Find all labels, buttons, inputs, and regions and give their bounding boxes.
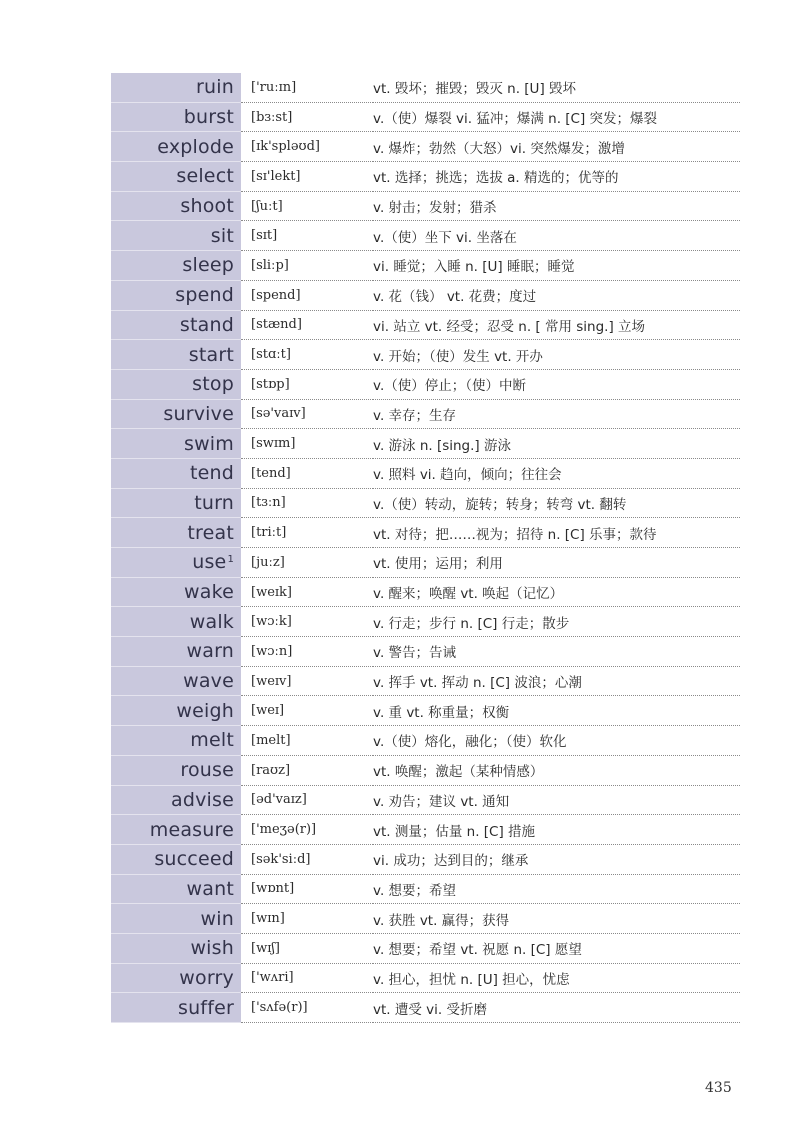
- vocab-phonetic: [ɪk'spləʊd]: [241, 132, 373, 162]
- vocab-word-text: measure: [149, 818, 234, 841]
- vocab-definition: v. 劝告；建议 vt. 通知: [373, 786, 740, 816]
- vocab-word: [111, 667, 241, 697]
- vocab-word: [111, 73, 241, 103]
- vocab-word-text: turn: [194, 491, 234, 514]
- vocab-word-text: swim: [183, 432, 234, 455]
- vocab-row: [111, 311, 740, 341]
- vocab-word-text: worry: [179, 966, 234, 989]
- vocab-phonetic: ['wʌri]: [241, 964, 373, 994]
- vocab-word: [111, 132, 241, 162]
- vocab-word: [111, 934, 241, 964]
- vocab-phonetic: [melt]: [241, 726, 373, 756]
- vocab-phonetic: [weɪk]: [241, 578, 373, 608]
- vocab-word-text: explode: [157, 135, 234, 158]
- vocab-word: [111, 429, 241, 459]
- vocab-row: [111, 964, 740, 994]
- vocab-definition: v. 游泳 n. [sing.] 游泳: [373, 429, 740, 459]
- vocab-phonetic: [stɒp]: [241, 370, 373, 400]
- vocab-definition: v. 醒来；唤醒 vt. 唤起（记忆）: [373, 578, 740, 608]
- vocab-phonetic: [spend]: [241, 281, 373, 311]
- vocab-word: [111, 400, 241, 430]
- vocab-row: [111, 281, 740, 311]
- vocab-word-text: want: [186, 877, 234, 900]
- vocab-definition: vt. 使用；运用；利用: [373, 548, 740, 578]
- vocab-word-text: tend: [189, 462, 234, 485]
- vocab-word-text: spend: [175, 284, 234, 307]
- vocab-phonetic: ['meʒə(r)]: [241, 815, 373, 845]
- vocab-definition: vi. 成功；达到目的；继承: [373, 845, 740, 875]
- vocab-definition: vt. 选择；挑选；选拔 a. 精选的；优等的: [373, 162, 740, 192]
- vocab-row: [111, 489, 740, 519]
- vocab-row: [111, 370, 740, 400]
- vocab-phonetic: [tɜːn]: [241, 489, 373, 519]
- vocab-word: [111, 221, 241, 251]
- vocab-word: [111, 815, 241, 845]
- vocab-phonetic: [wɪn]: [241, 904, 373, 934]
- vocab-word: [111, 459, 241, 489]
- vocab-word-text: survive: [163, 402, 234, 425]
- vocab-definition: v. 照料 vi. 趋向，倾向；往往会: [373, 459, 740, 489]
- vocab-row: [111, 518, 740, 548]
- vocab-row: [111, 340, 740, 370]
- vocab-phonetic: [wɪʃ]: [241, 934, 373, 964]
- vocab-definition: v. 担心，担忧 n. [U] 担心，忧虑: [373, 964, 740, 994]
- vocab-phonetic: [sə'vaɪv]: [241, 400, 373, 430]
- vocab-definition: v.（使）停止；（使）中断: [373, 370, 740, 400]
- vocab-definition: v. 获胜 vt. 赢得；获得: [373, 904, 740, 934]
- vocab-word-text: rouse: [180, 759, 234, 782]
- vocab-row: [111, 904, 740, 934]
- vocab-word-text: wave: [183, 670, 234, 693]
- vocab-word-superscript: 1: [227, 553, 234, 565]
- vocab-definition: v.（使）爆裂 vi. 猛冲；爆满 n. [C] 突发；爆裂: [373, 103, 740, 133]
- vocab-row: [111, 786, 740, 816]
- vocab-word-text: warn: [186, 640, 234, 663]
- vocab-word-text: start: [188, 343, 234, 366]
- vocab-phonetic: [wɔːn]: [241, 637, 373, 667]
- vocab-phonetic: [tend]: [241, 459, 373, 489]
- vocab-word-text: suffer: [177, 996, 234, 1019]
- vocab-definition: vt. 测量；估量 n. [C] 措施: [373, 815, 740, 845]
- vocab-row: [111, 934, 740, 964]
- vocab-row: [111, 578, 740, 608]
- vocab-word: [111, 993, 241, 1023]
- vocab-word-text: ruin: [196, 76, 234, 99]
- vocab-definition: vt. 对待；把……视为；招待 n. [C] 乐事；款待: [373, 518, 740, 548]
- vocab-row: [111, 459, 740, 489]
- vocab-word-text: melt: [190, 729, 234, 752]
- vocab-word: [111, 548, 241, 578]
- vocab-row: [111, 548, 740, 578]
- page-number: 435: [705, 1080, 732, 1096]
- vocab-row: [111, 429, 740, 459]
- vocab-row: [111, 637, 740, 667]
- vocab-definition: v. 花（钱） vt. 花费；度过: [373, 281, 740, 311]
- vocab-definition: v. 重 vt. 称重量；权衡: [373, 696, 740, 726]
- vocab-word-text: succeed: [154, 848, 234, 871]
- vocab-word: [111, 845, 241, 875]
- vocab-row: [111, 103, 740, 133]
- vocab-word: [111, 578, 241, 608]
- vocab-word: [111, 637, 241, 667]
- vocab-row: [111, 221, 740, 251]
- vocab-row: [111, 251, 740, 281]
- vocab-phonetic: [raʊz]: [241, 756, 373, 786]
- vocab-definition: vt. 唤醒；激起（某种情感）: [373, 756, 740, 786]
- vocab-word: [111, 103, 241, 133]
- vocab-definition: v. 幸存；生存: [373, 400, 740, 430]
- vocab-row: [111, 132, 740, 162]
- vocab-definition: vi. 睡觉；入睡 n. [U] 睡眠；睡觉: [373, 251, 740, 281]
- vocab-word-text: stand: [179, 313, 234, 336]
- vocab-row: [111, 845, 740, 875]
- vocab-phonetic: [wɔːk]: [241, 607, 373, 637]
- vocab-row: [111, 73, 740, 103]
- vocabulary-table: [111, 73, 740, 1023]
- vocab-phonetic: [stænd]: [241, 311, 373, 341]
- vocab-phonetic: [əd'vaɪz]: [241, 786, 373, 816]
- vocab-row: [111, 162, 740, 192]
- vocab-definition: vt. 遭受 vi. 受折磨: [373, 993, 740, 1023]
- vocab-row: [111, 815, 740, 845]
- vocab-word: [111, 311, 241, 341]
- vocab-word: [111, 726, 241, 756]
- vocab-word-text: wish: [190, 937, 234, 960]
- vocab-definition: v. 射击；发射；猎杀: [373, 192, 740, 222]
- vocab-word: [111, 340, 241, 370]
- vocab-definition: v. 行走；步行 n. [C] 行走；散步: [373, 607, 740, 637]
- vocab-row: [111, 875, 740, 905]
- vocab-phonetic: [weɪ]: [241, 696, 373, 726]
- vocab-word-text: sit: [210, 224, 234, 247]
- vocab-definition: v. 开始；（使）发生 vt. 开办: [373, 340, 740, 370]
- vocab-word: [111, 875, 241, 905]
- vocab-definition: v. 想要；希望 vt. 祝愿 n. [C] 愿望: [373, 934, 740, 964]
- vocab-row: [111, 696, 740, 726]
- vocab-row: [111, 726, 740, 756]
- vocab-phonetic: [sək'siːd]: [241, 845, 373, 875]
- vocab-word: [111, 756, 241, 786]
- vocab-definition: v.（使）熔化，融化；（使）软化: [373, 726, 740, 756]
- vocab-word: [111, 786, 241, 816]
- vocab-word: [111, 489, 241, 519]
- vocab-definition: v.（使）转动，旋转；转身；转弯 vt. 翻转: [373, 489, 740, 519]
- vocab-phonetic: ['sʌfə(r)]: [241, 993, 373, 1023]
- vocab-definition: v. 想要；希望: [373, 875, 740, 905]
- vocab-phonetic: [swɪm]: [241, 429, 373, 459]
- vocab-phonetic: [sɪ'lekt]: [241, 162, 373, 192]
- vocab-word-text: burst: [183, 106, 234, 129]
- vocab-phonetic: [sɪt]: [241, 221, 373, 251]
- vocab-definition: v. 爆炸；勃然（大怒）vi. 突然爆发；激增: [373, 132, 740, 162]
- vocab-word-text: shoot: [180, 195, 234, 218]
- vocab-phonetic: [juːz]: [241, 548, 373, 578]
- vocab-row: [111, 993, 740, 1023]
- vocab-phonetic: [ʃuːt]: [241, 192, 373, 222]
- vocab-word-text: treat: [187, 521, 234, 544]
- vocab-phonetic: [wɒnt]: [241, 875, 373, 905]
- vocab-word: [111, 904, 241, 934]
- vocab-word: [111, 192, 241, 222]
- vocab-phonetic: [stɑːt]: [241, 340, 373, 370]
- vocab-word-text: use: [192, 551, 227, 574]
- vocab-row: [111, 756, 740, 786]
- vocab-word-text: weigh: [176, 699, 234, 722]
- vocab-word-text: sleep: [182, 254, 234, 277]
- vocab-word: [111, 162, 241, 192]
- vocab-definition: v. 挥手 vt. 挥动 n. [C] 波浪；心潮: [373, 667, 740, 697]
- vocab-definition: vi. 站立 vt. 经受；忍受 n. [ 常用 sing.] 立场: [373, 311, 740, 341]
- vocab-word: [111, 964, 241, 994]
- vocab-word: [111, 696, 241, 726]
- vocab-definition: v.（使）坐下 vi. 坐落在: [373, 221, 740, 251]
- vocab-word: [111, 370, 241, 400]
- vocab-row: [111, 192, 740, 222]
- vocab-definition: v. 警告；告诫: [373, 637, 740, 667]
- vocab-definition: vt. 毁坏；摧毁；毁灭 n. [U] 毁坏: [373, 73, 740, 103]
- vocab-phonetic: [bɜːst]: [241, 103, 373, 133]
- vocab-phonetic: [sliːp]: [241, 251, 373, 281]
- vocab-word-text: advise: [170, 788, 234, 811]
- vocab-phonetic: ['ruːɪn]: [241, 73, 373, 103]
- vocab-word-text: walk: [189, 610, 234, 633]
- vocab-row: [111, 667, 740, 697]
- vocab-phonetic: [weɪv]: [241, 667, 373, 697]
- vocab-word: [111, 607, 241, 637]
- vocab-word: [111, 518, 241, 548]
- vocab-word-text: stop: [192, 373, 234, 396]
- vocab-word-text: select: [176, 165, 234, 188]
- vocab-word: [111, 251, 241, 281]
- vocab-word-text: win: [200, 907, 234, 930]
- vocab-word: [111, 281, 241, 311]
- vocab-row: [111, 607, 740, 637]
- vocab-phonetic: [triːt]: [241, 518, 373, 548]
- vocab-word-text: wake: [184, 581, 234, 604]
- vocab-row: [111, 400, 740, 430]
